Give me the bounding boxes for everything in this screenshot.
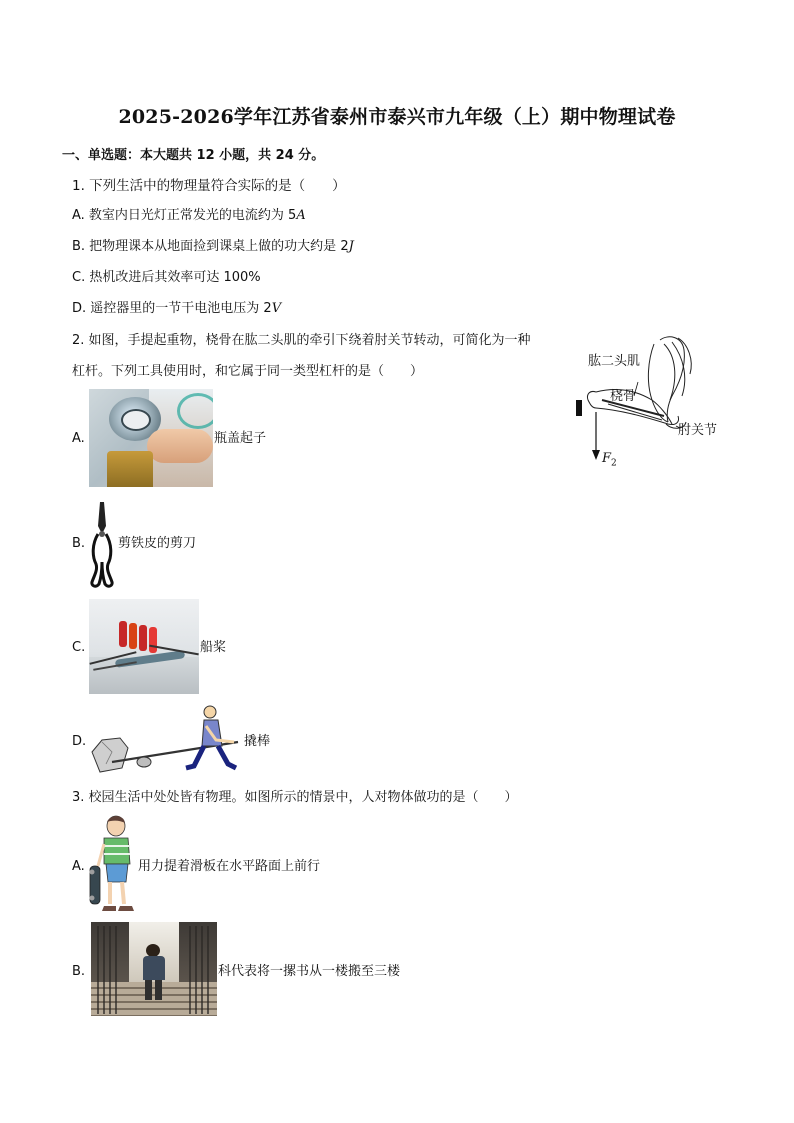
rowing-photo [89, 599, 199, 694]
label-radius-bone: 桡骨 [610, 389, 637, 404]
label-force-subscript: 2 [611, 458, 617, 469]
q3-option-b-label: 科代表将一摞书从一楼搬至三楼 [218, 964, 401, 979]
q1-option-d [72, 301, 281, 317]
label-elbow-joint: 肘关节 [678, 423, 718, 438]
q2-option-d-letter: D. [72, 734, 87, 749]
page-title: 2025-2026学年江苏省泰州市泰兴市九年级（上）期中物理试卷 [118, 106, 676, 128]
q3-option-a-label: 用力提着滑板在水平路面上前行 [138, 859, 321, 874]
label-force-letter: F [602, 451, 612, 466]
crowbar-illustration [88, 702, 244, 778]
section-heading: 一、单选题：本大题共 12 小题，共 24 分。 [62, 148, 325, 163]
q2-option-c-label: 船桨 [200, 640, 227, 655]
question-3-stem: 3. 校园生活中处处皆有物理。如图所示的情景中，人对物体做功的是（ ） [72, 790, 518, 805]
q2-option-b-letter: B. [72, 536, 86, 551]
q2-option-a-label: 瓶盖起子 [214, 431, 267, 446]
label-biceps: 肱二头肌 [588, 354, 641, 369]
question-1-stem: 1. 下列生活中的物理量符合实际的是（ ） [72, 178, 346, 194]
question-2-stem-line1: 2. 如图，手提起重物，桡骨在肱二头肌的牵引下绕着肘关节转动，可简化为一种 [72, 333, 531, 348]
question-2-stem-line2: 杠杆。下列工具使用时，和它属于同一类型杠杆的是（ ） [72, 364, 424, 379]
tin-snips-icon [86, 500, 118, 588]
boy-skateboard-illustration [88, 814, 138, 914]
q1-option-c-text: C. 热机改进后其效率可达 100% [72, 270, 261, 285]
q3-option-a-letter: A. [72, 859, 85, 874]
q1-option-b-unit: J [348, 239, 354, 254]
arm-lever-diagram [572, 330, 732, 470]
q1-option-d-unit: V [271, 301, 282, 316]
q1-option-a-unit: A [296, 208, 306, 223]
q1-option-c [72, 270, 261, 286]
weight-block-icon [576, 400, 582, 416]
q1-option-a-text: A. 教室内日光灯正常发光的电流约为 5 [72, 208, 297, 223]
q2-option-d-label: 撬棒 [244, 734, 271, 749]
q1-option-a [72, 208, 306, 224]
q3-option-b-letter: B. [72, 964, 86, 979]
q2-option-b-label: 剪铁皮的剪刀 [118, 536, 197, 551]
stairs-photo [91, 922, 217, 1016]
q2-option-a-letter: A. [72, 431, 85, 446]
label-force [602, 451, 617, 469]
q1-option-b-text: B. 把物理课本从地面捡到课桌上做的功大约是 2 [72, 239, 349, 254]
q1-option-b [72, 239, 354, 255]
q1-option-d-text: D. 遥控器里的一节干电池电压为 2 [72, 301, 272, 316]
bottle-opener-photo [89, 389, 213, 487]
q2-option-c-letter: C. [72, 640, 86, 655]
